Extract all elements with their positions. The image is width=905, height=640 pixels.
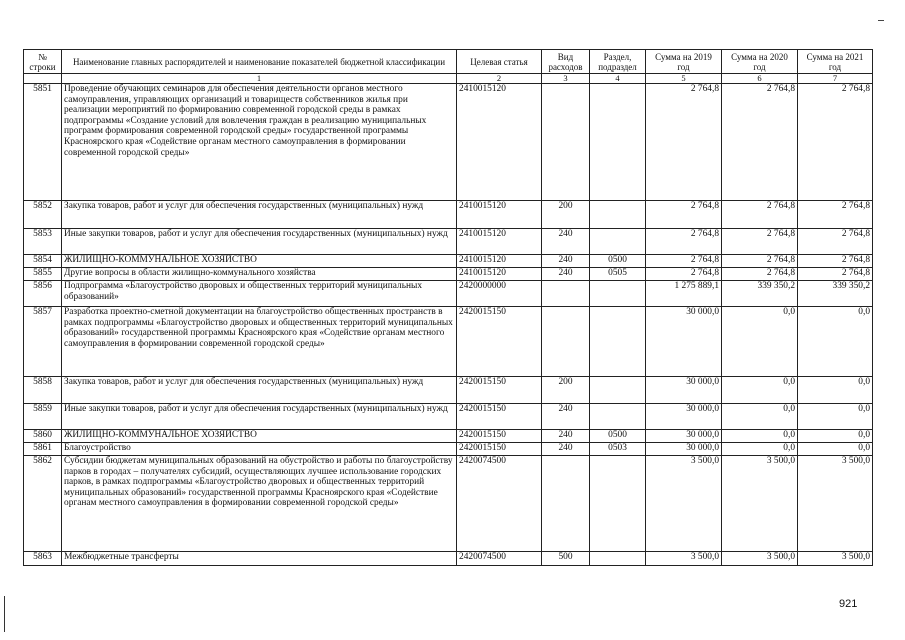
row-sum-2019: 30 000,0 [646, 430, 722, 443]
row-sum-2019: 2 764,8 [646, 229, 722, 255]
row-target: 2410015120 [457, 268, 542, 281]
row-sum-2021: 339 350,2 [798, 281, 873, 307]
row-target: 2420015150 [457, 404, 542, 430]
header-row-no: № строки [24, 50, 62, 74]
row-sum-2021: 0,0 [798, 443, 873, 456]
table-row [24, 307, 873, 377]
row-sum-2020: 0,0 [722, 307, 798, 377]
row-name: Разработка проектно-сметной документации на благоустройство общественных пространств в рамках подпрограммы «Благоустройство дворовых и общественных территорий муниципальных образований» государственной программы Красноярского края «Содействие органам местного самоуправления в формировании современной городской среды» [62, 307, 457, 377]
row-name: ЖИЛИЩНО-КОММУНАЛЬНОЕ ХОЗЯЙСТВО [62, 430, 457, 443]
row-sum-2019: 2 764,8 [646, 268, 722, 281]
table-row [24, 281, 873, 307]
row-name: Благоустройство [62, 443, 457, 456]
budget-table [23, 49, 873, 566]
row-target: 2420015150 [457, 377, 542, 404]
row-sum-2021: 2 764,8 [798, 84, 873, 201]
table-row [24, 84, 873, 201]
row-section [590, 201, 646, 229]
row-expense-type: 240 [542, 255, 590, 268]
scan-artifact-mark [878, 20, 884, 21]
row-target: 2420015150 [457, 307, 542, 377]
column-number: 2 [457, 74, 542, 84]
row-number: 5860 [24, 430, 62, 443]
header-sum-2021: Сумма на 2021 год [798, 50, 873, 74]
header-section: Раздел, подраздел [590, 50, 646, 74]
column-number: 6 [722, 74, 798, 84]
row-number: 5851 [24, 84, 62, 201]
row-sum-2019: 3 500,0 [646, 552, 722, 566]
row-name: Закупка товаров, работ и услуг для обеспечения государственных (муниципальных) нужд [62, 377, 457, 404]
header-sum-2019: Сумма на 2019 год [646, 50, 722, 74]
row-sum-2021: 0,0 [798, 307, 873, 377]
row-sum-2020: 0,0 [722, 443, 798, 456]
row-target: 2420000000 [457, 281, 542, 307]
row-number: 5861 [24, 443, 62, 456]
table-row [24, 552, 873, 566]
row-section [590, 456, 646, 552]
column-number: 7 [798, 74, 873, 84]
row-name: Иные закупки товаров, работ и услуг для обеспечения государственных (муниципальных) нужд [62, 229, 457, 255]
row-expense-type: 240 [542, 430, 590, 443]
row-expense-type: 240 [542, 229, 590, 255]
row-sum-2019: 30 000,0 [646, 404, 722, 430]
row-section [590, 84, 646, 201]
column-number [24, 74, 62, 84]
row-target: 2420074500 [457, 552, 542, 566]
row-number: 5856 [24, 281, 62, 307]
scan-artifact-line [4, 596, 5, 632]
row-sum-2019: 2 764,8 [646, 255, 722, 268]
row-number: 5857 [24, 307, 62, 377]
row-target: 2420015150 [457, 443, 542, 456]
row-sum-2019: 2 764,8 [646, 84, 722, 201]
row-sum-2019: 1 275 889,1 [646, 281, 722, 307]
row-name: Межбюджетные трансферты [62, 552, 457, 566]
row-number: 5862 [24, 456, 62, 552]
column-number: 1 [62, 74, 457, 84]
row-target: 2420074500 [457, 456, 542, 552]
row-sum-2020: 2 764,8 [722, 229, 798, 255]
row-sum-2021: 2 764,8 [798, 201, 873, 229]
row-target: 2410015120 [457, 229, 542, 255]
row-sum-2021: 3 500,0 [798, 552, 873, 566]
row-sum-2020: 3 500,0 [722, 456, 798, 552]
table-row [24, 430, 873, 443]
row-number: 5859 [24, 404, 62, 430]
row-sum-2020: 0,0 [722, 377, 798, 404]
row-sum-2021: 2 764,8 [798, 229, 873, 255]
table-row [24, 456, 873, 552]
page-number: 921 [839, 598, 858, 610]
row-section: 0500 [590, 255, 646, 268]
row-sum-2020: 0,0 [722, 404, 798, 430]
row-name: Проведение обучающих семинаров для обеспечения деятельности органов местного самоуправления, управляющих организаций и товариществ собственников жилья при реализации мероприятий по формированию современной городской среды в рамках подпрограммы «Создание условий для вовлечения граждан в реализацию муниципальных программ формирования современной городской среды» государственной программы Красноярского края «Содействие органам местного самоуправления в формировании современной городской среды» [62, 84, 457, 201]
column-number-row [24, 74, 873, 84]
row-expense-type [542, 84, 590, 201]
table-row [24, 201, 873, 229]
row-name: Субсидии бюджетам муниципальных образований на обустройство и работы по благоустройству парков в городах – получателях субсидий, осуществляющих лучшее использование городских парков, в рамках подпрограммы «Благоустройство дворовых и общественных территорий муниципальных образований» государственной программы Красноярского края «Содействие органам местного самоуправления в формировании современной городской среды» [62, 456, 457, 552]
row-sum-2019: 2 764,8 [646, 201, 722, 229]
row-number: 5863 [24, 552, 62, 566]
row-expense-type: 200 [542, 201, 590, 229]
row-section: 0503 [590, 443, 646, 456]
row-sum-2020: 3 500,0 [722, 552, 798, 566]
row-number: 5855 [24, 268, 62, 281]
row-name: ЖИЛИЩНО-КОММУНАЛЬНОЕ ХОЗЯЙСТВО [62, 255, 457, 268]
row-target: 2410015120 [457, 201, 542, 229]
table-row [24, 404, 873, 430]
column-number: 4 [590, 74, 646, 84]
row-target: 2410015120 [457, 84, 542, 201]
table-row [24, 255, 873, 268]
header-target: Целевая статья [457, 50, 542, 74]
row-target: 2410015120 [457, 255, 542, 268]
row-number: 5854 [24, 255, 62, 268]
row-sum-2019: 3 500,0 [646, 456, 722, 552]
row-name: Подпрограмма «Благоустройство дворовых и общественных территорий муниципальных образований» [62, 281, 457, 307]
row-section [590, 552, 646, 566]
row-number: 5853 [24, 229, 62, 255]
row-number: 5852 [24, 201, 62, 229]
row-expense-type [542, 456, 590, 552]
row-sum-2020: 2 764,8 [722, 84, 798, 201]
header-expense-type: Вид расходов [542, 50, 590, 74]
row-sum-2020: 0,0 [722, 430, 798, 443]
row-sum-2019: 30 000,0 [646, 377, 722, 404]
row-sum-2020: 2 764,8 [722, 201, 798, 229]
row-sum-2020: 2 764,8 [722, 268, 798, 281]
row-number: 5858 [24, 377, 62, 404]
row-name: Другие вопросы в области жилищно-коммунального хозяйства [62, 268, 457, 281]
row-name: Закупка товаров, работ и услуг для обеспечения государственных (муниципальных) нужд [62, 201, 457, 229]
row-expense-type: 200 [542, 377, 590, 404]
row-sum-2020: 2 764,8 [722, 255, 798, 268]
header-row [24, 50, 873, 74]
table-row [24, 443, 873, 456]
row-sum-2021: 0,0 [798, 404, 873, 430]
column-number: 3 [542, 74, 590, 84]
row-expense-type: 240 [542, 268, 590, 281]
row-expense-type: 240 [542, 443, 590, 456]
table-row [24, 268, 873, 281]
row-section [590, 377, 646, 404]
row-section [590, 281, 646, 307]
row-sum-2021: 0,0 [798, 377, 873, 404]
row-expense-type [542, 281, 590, 307]
row-section [590, 229, 646, 255]
row-sum-2021: 0,0 [798, 430, 873, 443]
row-section: 0505 [590, 268, 646, 281]
row-section [590, 307, 646, 377]
row-expense-type: 500 [542, 552, 590, 566]
row-sum-2019: 30 000,0 [646, 307, 722, 377]
row-name: Иные закупки товаров, работ и услуг для обеспечения государственных (муниципальных) нужд [62, 404, 457, 430]
row-sum-2021: 3 500,0 [798, 456, 873, 552]
row-section [590, 404, 646, 430]
table-row [24, 229, 873, 255]
row-sum-2019: 30 000,0 [646, 443, 722, 456]
row-sum-2021: 2 764,8 [798, 255, 873, 268]
header-sum-2020: Сумма на 2020 год [722, 50, 798, 74]
row-sum-2020: 339 350,2 [722, 281, 798, 307]
header-name: Наименование главных распорядителей и наименование показателей бюджетной классификации [62, 50, 457, 74]
table-row [24, 377, 873, 404]
row-expense-type [542, 307, 590, 377]
row-section: 0500 [590, 430, 646, 443]
row-sum-2021: 2 764,8 [798, 268, 873, 281]
column-number: 5 [646, 74, 722, 84]
row-expense-type: 240 [542, 404, 590, 430]
row-target: 2420015150 [457, 430, 542, 443]
